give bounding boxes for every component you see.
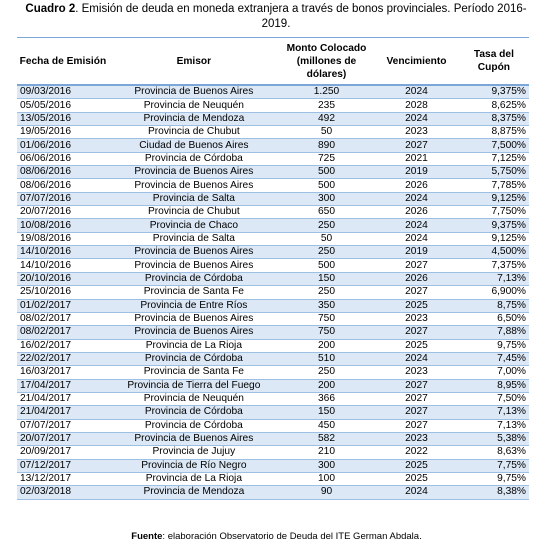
cell-tasa: 8,95% xyxy=(459,379,529,392)
cell-emisor: Provincia de Entre Ríos xyxy=(109,299,279,312)
cell-fecha: 05/05/2016 xyxy=(17,99,109,112)
cell-fecha: 07/07/2017 xyxy=(17,419,109,432)
cell-emisor: Ciudad de Buenos Aires xyxy=(109,139,279,152)
table-body xyxy=(17,85,529,499)
table-row xyxy=(17,219,529,232)
cell-emisor: Provincia de Buenos Aires xyxy=(109,85,279,99)
cell-monto: 650 xyxy=(279,206,374,219)
header-monto: Monto Colocado (millones de dólares) xyxy=(279,38,374,86)
cell-monto: 492 xyxy=(279,112,374,125)
cell-monto: 200 xyxy=(279,339,374,352)
table-caption xyxy=(16,2,536,32)
cell-emisor: Provincia de Buenos Aires xyxy=(109,166,279,179)
cell-emisor: Provincia de Buenos Aires xyxy=(109,179,279,192)
table-row xyxy=(17,339,529,352)
cell-emisor: Provincia de Santa Fe xyxy=(109,286,279,299)
cell-fecha: 21/04/2017 xyxy=(17,406,109,419)
table-row xyxy=(17,379,529,392)
cell-emisor: Provincia de Chubut xyxy=(109,206,279,219)
table-row xyxy=(17,446,529,459)
cell-emisor: Provincia de La Rioja xyxy=(109,472,279,485)
cell-fecha: 13/12/2017 xyxy=(17,472,109,485)
cell-fecha: 16/02/2017 xyxy=(17,339,109,352)
table-row xyxy=(17,486,529,499)
table-row xyxy=(17,152,529,165)
cell-vencimiento: 2024 xyxy=(374,486,459,499)
cell-tasa: 7,13% xyxy=(459,419,529,432)
cell-vencimiento: 2024 xyxy=(374,232,459,245)
cell-vencimiento: 2023 xyxy=(374,432,459,445)
cell-monto: 750 xyxy=(279,312,374,325)
cell-emisor: Provincia de Salta xyxy=(109,192,279,205)
cell-monto: 500 xyxy=(279,259,374,272)
cell-monto: 366 xyxy=(279,392,374,405)
cell-vencimiento: 2024 xyxy=(374,352,459,365)
table-row xyxy=(17,459,529,472)
cell-emisor: Provincia de Neuquén xyxy=(109,99,279,112)
source-text: : elaboración Observatorio de Deuda del ITE German Abdala. xyxy=(162,531,422,542)
table-row xyxy=(17,126,529,139)
cell-emisor: Provincia de Córdoba xyxy=(109,152,279,165)
table-row xyxy=(17,419,529,432)
cell-tasa: 7,13% xyxy=(459,272,529,285)
cell-monto: 250 xyxy=(279,219,374,232)
cell-monto: 300 xyxy=(279,192,374,205)
cell-tasa: 7,00% xyxy=(459,366,529,379)
cell-monto: 100 xyxy=(279,472,374,485)
cell-vencimiento: 2026 xyxy=(374,206,459,219)
cell-tasa: 9,125% xyxy=(459,192,529,205)
table-row xyxy=(17,352,529,365)
cell-tasa: 8,375% xyxy=(459,112,529,125)
cell-emisor: Provincia de Buenos Aires xyxy=(109,246,279,259)
cell-fecha: 20/07/2016 xyxy=(17,206,109,219)
table-row xyxy=(17,326,529,339)
cell-vencimiento: 2025 xyxy=(374,339,459,352)
cell-tasa: 7,785% xyxy=(459,179,529,192)
cell-tasa: 6,900% xyxy=(459,286,529,299)
cell-tasa: 8,63% xyxy=(459,446,529,459)
cell-emisor: Provincia de Salta xyxy=(109,232,279,245)
cell-monto: 1.250 xyxy=(279,85,374,99)
cell-monto: 150 xyxy=(279,406,374,419)
cell-emisor: Provincia de Córdoba xyxy=(109,406,279,419)
caption-label: Cuadro 2 xyxy=(25,3,76,15)
cell-fecha: 25/10/2016 xyxy=(17,286,109,299)
table-row xyxy=(17,192,529,205)
cell-vencimiento: 2019 xyxy=(374,166,459,179)
cell-vencimiento: 2028 xyxy=(374,99,459,112)
cell-fecha: 22/02/2017 xyxy=(17,352,109,365)
table-row xyxy=(17,366,529,379)
cell-vencimiento: 2027 xyxy=(374,392,459,405)
table-row xyxy=(17,166,529,179)
cell-monto: 750 xyxy=(279,326,374,339)
caption-text: . Emisión de deuda en moneda extranjera a través de bonos provinciales. Período 2016-2019. xyxy=(75,3,527,30)
bond-issuance-table xyxy=(17,37,529,500)
cell-monto: 250 xyxy=(279,286,374,299)
cell-vencimiento: 2024 xyxy=(374,219,459,232)
cell-fecha: 20/10/2016 xyxy=(17,272,109,285)
cell-fecha: 20/07/2017 xyxy=(17,432,109,445)
cell-fecha: 07/12/2017 xyxy=(17,459,109,472)
cell-emisor: Provincia de Río Negro xyxy=(109,459,279,472)
cell-monto: 725 xyxy=(279,152,374,165)
cell-vencimiento: 2026 xyxy=(374,179,459,192)
cell-vencimiento: 2027 xyxy=(374,286,459,299)
cell-emisor: Provincia de Mendoza xyxy=(109,486,279,499)
cell-monto: 150 xyxy=(279,272,374,285)
cell-monto: 510 xyxy=(279,352,374,365)
cell-fecha: 02/03/2018 xyxy=(17,486,109,499)
cell-tasa: 7,50% xyxy=(459,392,529,405)
table-row xyxy=(17,286,529,299)
cell-vencimiento: 2024 xyxy=(374,112,459,125)
cell-vencimiento: 2026 xyxy=(374,272,459,285)
cell-monto: 90 xyxy=(279,486,374,499)
cell-monto: 450 xyxy=(279,419,374,432)
cell-fecha: 08/02/2017 xyxy=(17,312,109,325)
header-fecha: Fecha de Emisión xyxy=(17,38,109,86)
cell-vencimiento: 2025 xyxy=(374,299,459,312)
cell-emisor: Provincia de Buenos Aires xyxy=(109,259,279,272)
table-row xyxy=(17,272,529,285)
header-emisor: Emisor xyxy=(109,38,279,86)
cell-vencimiento: 2027 xyxy=(374,139,459,152)
table-row xyxy=(17,472,529,485)
table-row xyxy=(17,259,529,272)
cell-tasa: 8,625% xyxy=(459,99,529,112)
cell-fecha: 08/06/2016 xyxy=(17,179,109,192)
cell-vencimiento: 2027 xyxy=(374,406,459,419)
table-row xyxy=(17,299,529,312)
cell-monto: 500 xyxy=(279,179,374,192)
cell-vencimiento: 2025 xyxy=(374,459,459,472)
table-row xyxy=(17,392,529,405)
cell-tasa: 5,38% xyxy=(459,432,529,445)
cell-fecha: 13/05/2016 xyxy=(17,112,109,125)
cell-monto: 890 xyxy=(279,139,374,152)
cell-tasa: 9,375% xyxy=(459,85,529,99)
source-label: Fuente xyxy=(131,531,163,542)
cell-tasa: 8,75% xyxy=(459,299,529,312)
cell-vencimiento: 2027 xyxy=(374,419,459,432)
cell-tasa: 7,750% xyxy=(459,206,529,219)
cell-emisor: Provincia de Santa Fe xyxy=(109,366,279,379)
cell-fecha: 17/04/2017 xyxy=(17,379,109,392)
cell-monto: 50 xyxy=(279,126,374,139)
cell-emisor: Provincia de La Rioja xyxy=(109,339,279,352)
table-row xyxy=(17,99,529,112)
table-row xyxy=(17,112,529,125)
cell-tasa: 4,500% xyxy=(459,246,529,259)
cell-monto: 235 xyxy=(279,99,374,112)
cell-vencimiento: 2019 xyxy=(374,246,459,259)
table-row xyxy=(17,206,529,219)
cell-emisor: Provincia de Chaco xyxy=(109,219,279,232)
cell-emisor: Provincia de Córdoba xyxy=(109,272,279,285)
cell-tasa: 8,38% xyxy=(459,486,529,499)
cell-monto: 250 xyxy=(279,366,374,379)
cell-tasa: 7,375% xyxy=(459,259,529,272)
cell-vencimiento: 2023 xyxy=(374,312,459,325)
header-tasa: Tasa del Cupón xyxy=(459,38,529,86)
cell-tasa: 9,75% xyxy=(459,472,529,485)
table-row xyxy=(17,179,529,192)
cell-tasa: 7,13% xyxy=(459,406,529,419)
cell-vencimiento: 2027 xyxy=(374,259,459,272)
cell-fecha: 20/09/2017 xyxy=(17,446,109,459)
cell-monto: 250 xyxy=(279,246,374,259)
cell-tasa: 8,875% xyxy=(459,126,529,139)
cell-vencimiento: 2025 xyxy=(374,472,459,485)
cell-fecha: 01/06/2016 xyxy=(17,139,109,152)
cell-vencimiento: 2022 xyxy=(374,446,459,459)
cell-vencimiento: 2021 xyxy=(374,152,459,165)
cell-emisor: Provincia de Córdoba xyxy=(109,352,279,365)
table-row xyxy=(17,406,529,419)
cell-emisor: Provincia de Córdoba xyxy=(109,419,279,432)
table-row xyxy=(17,85,529,99)
cell-fecha: 09/03/2016 xyxy=(17,85,109,99)
cell-fecha: 08/06/2016 xyxy=(17,166,109,179)
cell-fecha: 10/08/2016 xyxy=(17,219,109,232)
table-row xyxy=(17,139,529,152)
cell-fecha: 19/08/2016 xyxy=(17,232,109,245)
cell-monto: 350 xyxy=(279,299,374,312)
cell-tasa: 6,50% xyxy=(459,312,529,325)
table-header-row xyxy=(17,38,529,86)
cell-vencimiento: 2023 xyxy=(374,366,459,379)
cell-vencimiento: 2024 xyxy=(374,85,459,99)
cell-emisor: Provincia de Buenos Aires xyxy=(109,312,279,325)
cell-fecha: 16/03/2017 xyxy=(17,366,109,379)
cell-fecha: 14/10/2016 xyxy=(17,259,109,272)
header-vencimiento: Vencimiento xyxy=(374,38,459,86)
cell-monto: 300 xyxy=(279,459,374,472)
cell-fecha: 07/07/2016 xyxy=(17,192,109,205)
cell-monto: 210 xyxy=(279,446,374,459)
table-row xyxy=(17,312,529,325)
cell-fecha: 19/05/2016 xyxy=(17,126,109,139)
cell-emisor: Provincia de Jujuy xyxy=(109,446,279,459)
cell-fecha: 14/10/2016 xyxy=(17,246,109,259)
cell-vencimiento: 2024 xyxy=(374,192,459,205)
cell-tasa: 9,375% xyxy=(459,219,529,232)
cell-monto: 50 xyxy=(279,232,374,245)
cell-emisor: Provincia de Mendoza xyxy=(109,112,279,125)
cell-monto: 500 xyxy=(279,166,374,179)
cell-emisor: Provincia de Buenos Aires xyxy=(109,432,279,445)
cell-emisor: Provincia de Chubut xyxy=(109,126,279,139)
cell-emisor: Provincia de Tierra del Fuego xyxy=(109,379,279,392)
cell-emisor: Provincia de Neuquén xyxy=(109,392,279,405)
cell-vencimiento: 2023 xyxy=(374,126,459,139)
cell-fecha: 06/06/2016 xyxy=(17,152,109,165)
cell-tasa: 7,500% xyxy=(459,139,529,152)
table-row xyxy=(17,232,529,245)
cell-fecha: 21/04/2017 xyxy=(17,392,109,405)
cell-tasa: 7,125% xyxy=(459,152,529,165)
cell-tasa: 9,75% xyxy=(459,339,529,352)
cell-tasa: 5,750% xyxy=(459,166,529,179)
cell-fecha: 01/02/2017 xyxy=(17,299,109,312)
cell-emisor: Provincia de Buenos Aires xyxy=(109,326,279,339)
cell-monto: 200 xyxy=(279,379,374,392)
cell-vencimiento: 2027 xyxy=(374,379,459,392)
cell-vencimiento: 2027 xyxy=(374,326,459,339)
cell-tasa: 7,45% xyxy=(459,352,529,365)
cell-fecha: 08/02/2017 xyxy=(17,326,109,339)
table-row xyxy=(17,246,529,259)
cell-tasa: 7,88% xyxy=(459,326,529,339)
cell-tasa: 9,125% xyxy=(459,232,529,245)
table-row xyxy=(17,432,529,445)
source-note xyxy=(0,531,553,542)
cell-monto: 582 xyxy=(279,432,374,445)
cell-tasa: 7,75% xyxy=(459,459,529,472)
